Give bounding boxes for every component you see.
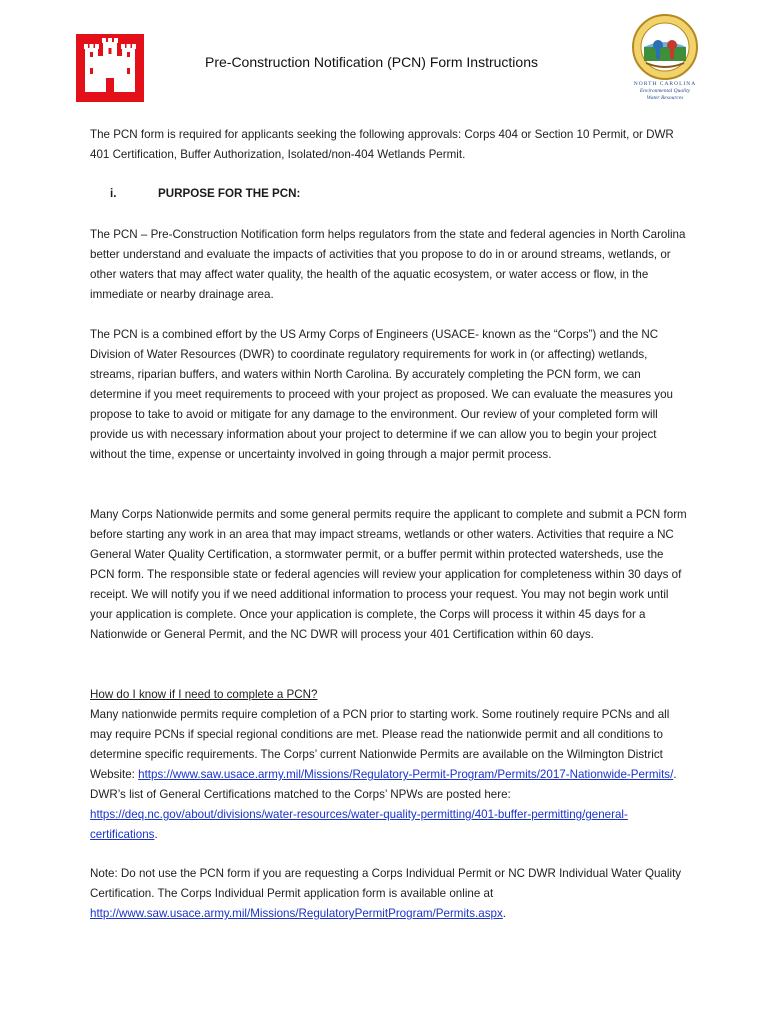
note-paragraph	[90, 864, 690, 924]
faq-text-2: . DWR’s list of General Certifications matched to the Corps’ NPWs are posted here:	[90, 768, 677, 801]
usace-castle-logo	[76, 34, 144, 102]
combined-effort-paragraph: The PCN is a combined effort by the US Army Corps of Engineers (USACE- known as the “Corps”) and the NC Division of Water Resources (DWR) to coordinate regulatory requirements for work in (or affecting) wetlands, streams, riparian buffers, and waters within North Carolina. By accurately completing the PCN form, we can determine if you meet requirements to proceed with your project as proposed. We can evaluate the measures you propose to take to avoid or mitigate for any damage to the environment. Our review of your completed form will provide us with necessary information about your project to determine if we can allow you to begin your project without the time, expense or uncertainty involved in going through a major permit process.	[90, 328, 674, 461]
general-certifications-link[interactable]: https://deq.nc.gov/about/divisions/water-resources/water-quality-permitting/401-buffer-permitting/general-certifications	[90, 808, 628, 841]
nc-deq-logo	[626, 13, 704, 105]
nc-logo-line2: Environmental Quality	[639, 88, 691, 94]
faq-text-1: Many nationwide permits require completion of a PCN prior to starting work. Some routinely require PCNs and all may require PCNs if special regional conditions are met. Please read the nationwide permit and all conditions to determine specific requirements. The Corps’ current Nationwide Permits are available on the Wilmington District Website:	[90, 708, 670, 781]
section-title: PURPOSE FOR THE PCN:	[158, 187, 301, 200]
nc-logo-line1: NORTH CAROLINA	[633, 81, 697, 87]
note-end: .	[502, 907, 507, 920]
nationwide-permits-link[interactable]: https://www.saw.usace.army.mil/Missions/Regulatory-Permit-Program/Permits/2017-Nationwide-Permits/	[138, 768, 674, 781]
nationwide-permits-paragraph: Many Corps Nationwide permits and some general permits require the applicant to complete and submit a PCN form before starting any work in an area that may impact streams, wetlands or other waters. Activities that require a NC General Water Quality Certification, a stormwater permit, or a buffer permit within protected watersheds, use the PCN form. The responsible state or federal agencies will review your application for completeness within 30 days of receipt. We will notify you if we need additional information to process your request. You may not begin work until your application is complete. Once your application is complete, the Corps will process it within 45 days for a Nationwide or General Permit, and the NC DWR will process your 401 Certification within 60 days.	[90, 508, 687, 641]
page-title: Pre-Construction Notification (PCN) Form Instructions	[205, 54, 538, 70]
faq-block	[90, 685, 690, 845]
note-text: Note: Do not use the PCN form if you are requesting a Corps Individual Permit or NC DWR Individual Water Quality Certification. The Corps Individual Permit application form is available online at	[90, 867, 682, 900]
intro-paragraph: The PCN form is required for applicants seeking the following approvals: Corps 404 or Section 10 Permit, or DWR 401 Certification, Buffer Authorization, Isolated/non-404 Wetlands Permit.	[90, 128, 674, 161]
individual-permit-link[interactable]: http://www.saw.usace.army.mil/Missions/RegulatoryPermitProgram/Permits.aspx	[90, 907, 503, 920]
faq-text-3: .	[154, 828, 158, 841]
section-heading	[110, 187, 300, 200]
nc-seal-icon	[626, 13, 704, 81]
purpose-paragraph: The PCN – Pre-Construction Notification form helps regulators from the state and federal agencies in North Carolina better understand and evaluate the impacts of activities that you propose to do in or around streams, wetlands, or other waters that may affect water quality, the health of the aquatic ecosystem, or water access or flow, in the immediate or nearby drainage area.	[90, 228, 686, 301]
section-number: i.	[110, 187, 117, 200]
nc-logo-line3: Water Resources	[646, 95, 684, 101]
faq-question: How do I know if I need to complete a PCN?	[90, 688, 318, 701]
